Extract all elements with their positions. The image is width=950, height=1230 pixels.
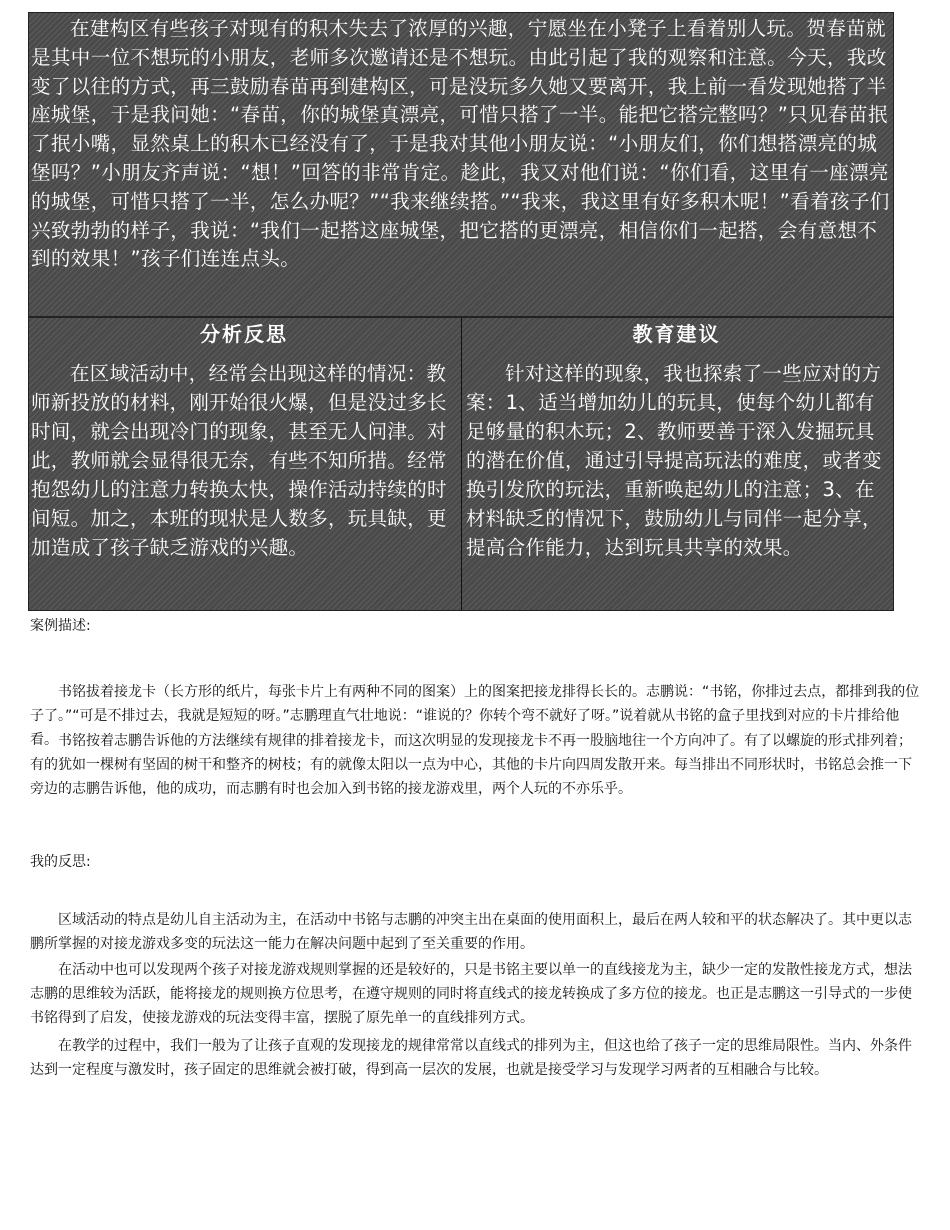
analysis-suggestion-row: [28, 317, 894, 611]
analysis-title: 分析反思: [200, 322, 288, 346]
suggestion-text: 针对这样的现象，我也探索了一些应对的方案：1、适当增加幼儿的玩具，使每个幼儿都有足够量的积木玩；2、教师要善于深入发掘玩具的潜在价值，通过引导提高玩法的难度，或者变换引发欣的玩法，重新唤起幼儿的注意；3、在材料缺乏的情况下，鼓励幼儿与同伴一起分享，提高合作能力，达到玩具共享的效果。: [466, 362, 882, 559]
suggestion-title: 教育建议: [632, 322, 721, 346]
reflection-heading: 我的反思:: [30, 854, 91, 870]
analysis-column: [29, 318, 462, 610]
observation-box: [28, 12, 894, 317]
reflection-paragraph: 区域活动的特点是幼儿自主活动为主，在活动中书铭与志鹏的冲突主出在桌面的使用面积上，最后在两人较和平的状态解决了。其中更以志鹏所掌握的对接龙游戏多变的玩法这一能力在解决问题中起到了至关重要的作用。: [30, 912, 912, 952]
case-paragraph: 书铭拔着接龙卡（长方形的纸片，每张卡片上有两种不同的图案）上的图案把接龙排得长长的。志鹏说：“书铭，你排过去点，都排到我的位子了。”“可是不排过去，我就是短短的呀。”志鹏理直气壮地说：“谁说的？你转个弯不就好了呀。”说着就从书铭的盒子里找到对应的卡片排给他看。: [30, 684, 920, 748]
case-paragraph: 书铭按着志鹏告诉他的方法继续有规律的排着接龙卡，而这次明显的发现接龙卡不再一股脑地往一个方向冲了。有了以螺旋的形式排列着；有的犹如一棵树有坚固的树干和整齐的树枝；有的就像太阳以一点为中心，其他的卡片向四周发散开来。每当排出不同形状时，书铭总会推一下旁边的志鹏告诉他，他的成功，而志鹏有时也会加入到书铭的接龙游戏里，两个人玩的不亦乐乎。: [30, 733, 912, 797]
reflection-paragraph: 在教学的过程中，我们一般为了让孩子直观的发现接龙的规律常常以直线式的排列为主，但这也给了孩子一定的思维局限性。当内、外条件达到一定程度与激发时，孩子固定的思维就会被打破，得到高一层次的发展，也就是接受学习与发现学习两者的互相融合与比较。: [30, 1038, 912, 1078]
observation-text: 在建构区有些孩子对现有的积木失去了浓厚的兴趣，宁愿坐在小凳子上看着别人玩。贺春苗就是其中一位不想玩的小朋友，老师多次邀请还是不想玩。由此引起了我的观察和注意。今天，我改变了以往的方式，再三鼓励春苗再到建构区，可是没玩多久她又要离开，我上前一看发现她搭了半座城堡，于是我问她：“春苗，你的城堡真漂亮，可惜只搭了一半。能把它搭完整吗？”只见春苗抿了抿小嘴，显然桌上的积木已经没有了，于是我对其他小朋友说：“小朋友们，你们想搭漂亮的城堡吗？”小朋友齐声说：“想！”回答的非常肯定。趁此，我又对他们说：“你们看，这里有一座漂亮的城堡，可惜只搭了一半，怎么办呢？”“我来继续搭。”“我来，我这里有好多积木呢！”看着孩子们兴致勃勃的样子，我说：“我们一起搭这座城堡，把它搭的更漂亮，相信你们一起搭，会有意想不到的效果！”孩子们连连点头。: [31, 17, 890, 271]
analysis-text: 在区域活动中，经常会出现这样的情况：教师新投放的材料，刚开始很火爆，但是没过多长时间，就会出现冷门的现象，甚至无人问津。对此，教师就会显得很无奈，有些不知所措。经常抱怨幼儿的注意力转换太快，操作活动持续的时间短。加之，本班的现状是人数多，玩具缺，更加造成了孩子缺乏游戏的兴趣。: [31, 362, 447, 559]
suggestion-column: [462, 318, 893, 610]
case-heading: 案例描述:: [30, 618, 91, 634]
reflection-paragraph: 在活动中也可以发现两个孩子对接龙游戏规则掌握的还是较好的，只是书铭主要以单一的直线接龙为主，缺少一定的发散性接龙方式，想法志鹏的思维较为活跃，能将接龙的规则换方位思考，在遵守规则的同时将直线式的接龙转换成了多方位的接龙。也正是志鹏这一引导式的一步使书铭得到了启发，使接龙游戏的玩法变得丰富，摆脱了原先单一的直线排列方式。: [30, 962, 912, 1026]
